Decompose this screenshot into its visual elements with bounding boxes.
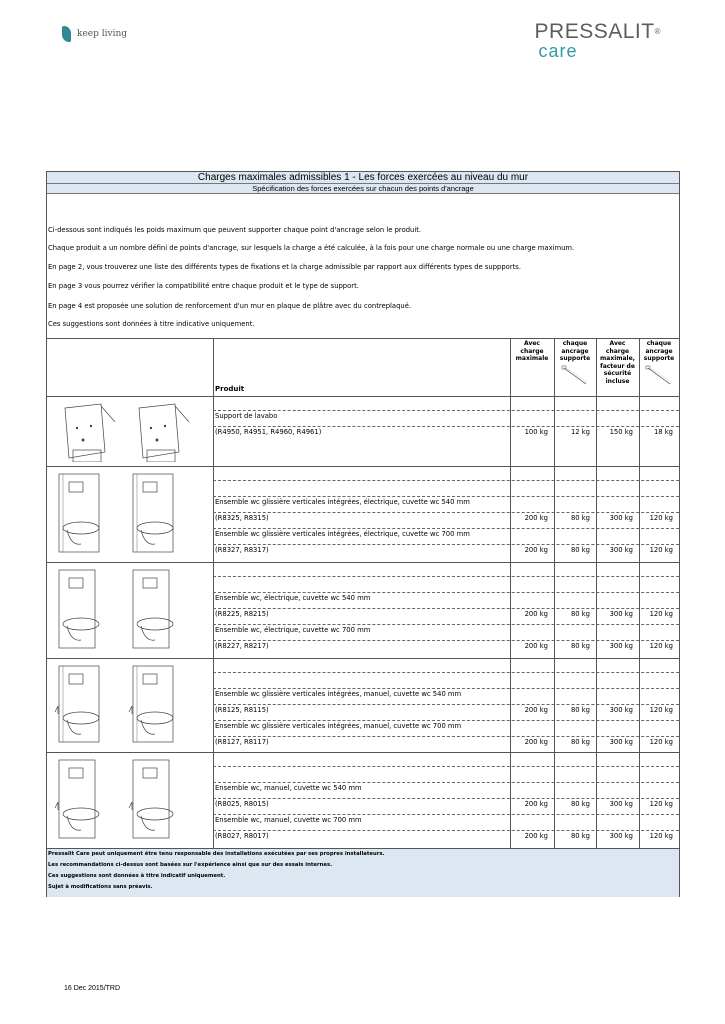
load-value: 200 kg: [524, 800, 548, 808]
product-drawing-wc-lift-electric: [53, 470, 121, 558]
column-divider: [596, 338, 597, 848]
brand-reg: ®: [654, 27, 661, 36]
load-table-document: [46, 171, 680, 897]
row-separator: [213, 544, 679, 545]
product-drawing-wc-lift-manual: [53, 662, 121, 748]
header-line: charge: [605, 347, 630, 355]
intro-paragraph: Chaque produit a un nombre défini de points d'ancrage, sur lesquels la charge a été calculée, à la fois pour une charge normale ou une charge maximum.: [48, 244, 575, 252]
group-separator: [47, 752, 679, 753]
load-value: 300 kg: [609, 514, 633, 522]
load-value: 200 kg: [524, 738, 548, 746]
row-separator: [213, 608, 679, 609]
header-line: ancrage: [645, 347, 673, 355]
load-value: 200 kg: [524, 610, 548, 618]
column-divider: [554, 338, 555, 848]
row-separator: [213, 624, 679, 625]
load-value: 300 kg: [609, 546, 633, 554]
row-separator: [213, 640, 679, 641]
product-drawing-wc-lift-electric: [127, 470, 195, 558]
product-label: (R8325, R8315): [215, 514, 269, 522]
product-label: (R8327, R8317): [215, 546, 269, 554]
column-divider: [213, 338, 214, 848]
product-drawing-wc-electric: [53, 566, 121, 654]
product-drawing-wash-basin-support: [127, 400, 195, 462]
row-separator: [213, 720, 679, 721]
table-top-border: [47, 338, 679, 339]
load-value: 300 kg: [609, 706, 633, 714]
product-drawing-wash-basin-support: [53, 400, 121, 462]
load-value: 150 kg: [609, 428, 633, 436]
header-line: supporte: [643, 355, 675, 362]
load-column-header: [639, 340, 679, 363]
header-line: maximale,: [600, 355, 635, 362]
product-label: Ensemble wc, manuel, cuvette wc 700 mm: [215, 816, 362, 824]
load-value: 80 kg: [570, 738, 590, 746]
row-separator: [213, 830, 679, 831]
row-separator: [213, 672, 679, 673]
anchor-bolt-icon: [560, 364, 590, 388]
disclaimer-line: Sujet à modifications sans préavis.: [48, 884, 153, 890]
product-drawing-wc-lift-manual: [127, 662, 195, 748]
product-label: Support de lavabo: [215, 412, 278, 420]
row-separator: [213, 736, 679, 737]
column-divider: [639, 338, 640, 848]
pressalit-care-logo: [535, 22, 661, 60]
row-separator: [213, 576, 679, 577]
row-separator: [213, 528, 679, 529]
row-separator: [213, 798, 679, 799]
load-value: 120 kg: [649, 706, 673, 714]
load-column-header: [596, 340, 639, 385]
header-line: incluse: [605, 377, 630, 385]
brand-name: PRESSALIT: [534, 20, 655, 43]
load-value: 80 kg: [570, 832, 590, 840]
intro-paragraph: Ci-dessous sont indiqués les poids maximum que peuvent supporter chaque point d'ancrage selon le produit.: [48, 226, 422, 234]
load-value: 300 kg: [609, 610, 633, 618]
load-value: 80 kg: [570, 610, 590, 618]
disclaimer-line: Ces suggestions sont données à titre indicatif uniquement.: [48, 873, 226, 879]
load-value: 120 kg: [649, 642, 673, 650]
product-label: (R8027, R8017): [215, 832, 269, 840]
disclaimer-line: Les recommandations ci-dessus sont basées sur l'expérience ainsi que sur des essais internes.: [48, 862, 333, 868]
intro-paragraph: En page 2, vous trouverez une liste des différents types de fixations et la charge admissible par rapport aux différents types de suppports.: [48, 263, 521, 271]
column-divider: [510, 338, 511, 848]
load-value: 120 kg: [649, 832, 673, 840]
disclaimer-footer: [47, 848, 679, 897]
product-label: Ensemble wc glissière verticales intégrées, manuel, cuvette wc 540 mm: [215, 690, 462, 698]
product-label: (R4950, R4951, R4960, R4961): [215, 428, 322, 436]
leaf-icon: [62, 26, 71, 42]
load-value: 200 kg: [524, 546, 548, 554]
anchor-bolt-icon: [644, 364, 674, 388]
load-value: 120 kg: [649, 546, 673, 554]
product-label: Ensemble wc, électrique, cuvette wc 540 mm: [215, 594, 371, 602]
load-value: 120 kg: [649, 800, 673, 808]
row-separator: [213, 814, 679, 815]
row-separator: [213, 480, 679, 481]
product-label: Ensemble wc glissière verticales intégrées, électrique, cuvette wc 540 mm: [215, 498, 470, 506]
product-label: Ensemble wc glissière verticales intégrées, électrique, cuvette wc 700 mm: [215, 530, 470, 538]
row-separator: [213, 688, 679, 689]
header-line: supporte: [559, 355, 591, 362]
group-separator: [47, 562, 679, 563]
load-value: 200 kg: [524, 832, 548, 840]
group-separator: [47, 396, 679, 397]
header-line: charge: [520, 347, 544, 355]
product-drawing-wc-manual: [127, 756, 195, 844]
intro-paragraph: En page 3 vous pourrez vérifier la compatibilité entre chaque produit et le type de support.: [48, 282, 359, 290]
disclaimer-line: Pressalit Care peut uniquement être tenu responsable des installations exécutées par ses propres installateurs.: [48, 851, 385, 857]
product-label: Ensemble wc glissière verticales intégrées, manuel, cuvette wc 700 mm: [215, 722, 462, 730]
load-value: 120 kg: [649, 738, 673, 746]
row-separator: [213, 766, 679, 767]
document-date: 16 Dec 2015/TRD: [64, 985, 121, 992]
load-value: 18 kg: [653, 428, 673, 436]
tagline: keep living: [77, 29, 128, 39]
row-separator: [213, 426, 679, 427]
group-separator: [47, 466, 679, 467]
load-value: 80 kg: [570, 706, 590, 714]
intro-paragraph: En page 4 est proposée une solution de renforcement d'un mur en plaque de plâtre avec du contreplaqué.: [48, 302, 412, 310]
row-separator: [213, 704, 679, 705]
product-drawing-wc-electric: [127, 566, 195, 654]
header-line: ancrage: [561, 347, 589, 355]
load-value: 80 kg: [570, 514, 590, 522]
product-label: Ensemble wc, manuel, cuvette wc 540 mm: [215, 784, 362, 792]
document-title: Charges maximales admissibles 1 - Les forces exercées au niveau du mur: [47, 172, 679, 184]
load-value: 100 kg: [524, 428, 548, 436]
row-separator: [213, 496, 679, 497]
product-label: (R8227, R8217): [215, 642, 269, 650]
load-value: 300 kg: [609, 642, 633, 650]
product-column-header: Produit: [215, 385, 245, 393]
load-value: 300 kg: [609, 832, 633, 840]
header-line: sécurité: [603, 370, 632, 377]
header-line: Avec: [609, 340, 626, 347]
row-separator: [213, 410, 679, 411]
product-label: (R8125, R8115): [215, 706, 269, 714]
load-column-header: [510, 340, 554, 363]
header-line: facteur de: [600, 362, 635, 370]
intro-paragraph: Ces suggestions sont données à titre indicative uniquement.: [48, 320, 255, 328]
product-label: (R8225, R8215): [215, 610, 269, 618]
product-label: (R8025, R8015): [215, 800, 269, 808]
load-value: 80 kg: [570, 642, 590, 650]
load-value: 12 kg: [570, 428, 590, 436]
product-drawing-wc-manual: [53, 756, 121, 844]
load-value: 120 kg: [649, 610, 673, 618]
load-value: 200 kg: [524, 706, 548, 714]
product-label: Ensemble wc, électrique, cuvette wc 700 mm: [215, 626, 371, 634]
header-line: Avec: [524, 340, 540, 347]
document-subtitle: Spécification des forces exercées sur chacun des points d'ancrage: [47, 184, 679, 194]
load-value: 80 kg: [570, 546, 590, 554]
load-value: 300 kg: [609, 738, 633, 746]
brand-sub: care: [538, 41, 578, 61]
row-separator: [213, 512, 679, 513]
header-line: maximale: [515, 355, 549, 362]
row-separator: [213, 782, 679, 783]
keep-living-logo: [62, 26, 127, 42]
group-separator: [47, 658, 679, 659]
load-value: 200 kg: [524, 514, 548, 522]
load-value: 200 kg: [524, 642, 548, 650]
row-separator: [213, 592, 679, 593]
load-column-header: [554, 340, 596, 363]
product-label: (R8127, R8117): [215, 738, 269, 746]
header-line: chaque: [646, 340, 672, 347]
load-value: 300 kg: [609, 800, 633, 808]
load-value: 120 kg: [649, 514, 673, 522]
header-line: chaque: [562, 340, 588, 347]
load-value: 80 kg: [570, 800, 590, 808]
